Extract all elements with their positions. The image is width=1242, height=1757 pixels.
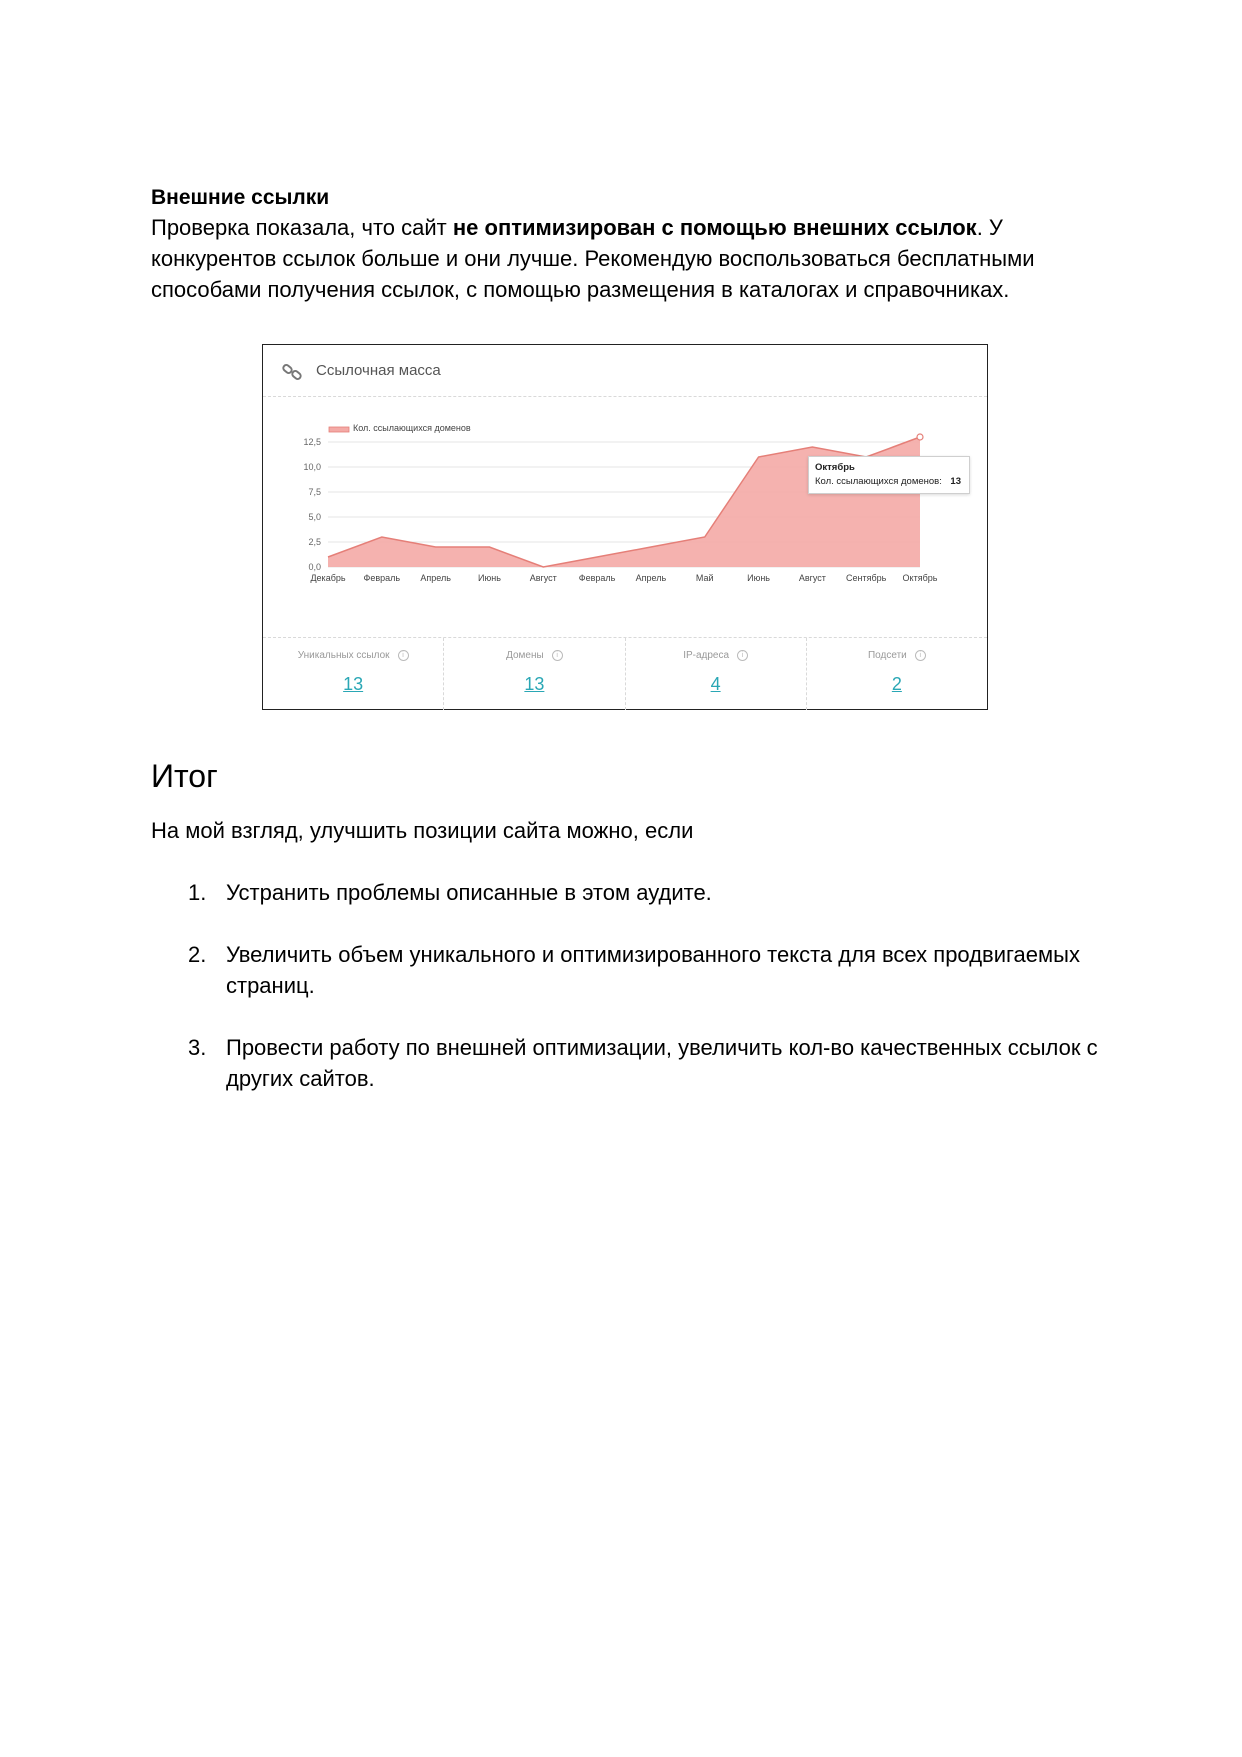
- stat-unique-links: [263, 638, 444, 710]
- list-item: [151, 877, 1111, 908]
- list-text: Устранить проблемы описанные в этом аудите.: [226, 880, 712, 905]
- x-tick-label: Май: [695, 573, 714, 583]
- x-tick-label: Апрель: [420, 573, 451, 583]
- list-item: [151, 939, 1111, 1001]
- info-icon[interactable]: i: [552, 650, 563, 661]
- list-number: 1.: [188, 880, 207, 905]
- chart-tooltip: [808, 456, 970, 494]
- stat-label: Подсети: [867, 650, 907, 661]
- summary-intro: На мой взгляд, улучшить позиции сайта можно, если: [151, 818, 694, 843]
- stat-subnets: [807, 638, 987, 710]
- tooltip-label: Кол. ссылающихся доменов:: [815, 476, 942, 487]
- info-icon[interactable]: i: [915, 650, 926, 661]
- info-icon[interactable]: i: [737, 650, 748, 661]
- info-icon[interactable]: i: [398, 650, 409, 661]
- y-tick-label: 0,0: [308, 562, 321, 572]
- legend-label: Кол. ссылающихся доменов: [353, 423, 471, 433]
- stat-label: Домены: [506, 650, 544, 661]
- y-tick-label: 12,5: [303, 437, 321, 447]
- y-tick-label: 10,0: [303, 462, 321, 472]
- stat-value-link[interactable]: 13: [343, 674, 364, 694]
- paragraph-bold-text: не оптимизирован с помощью внешних ссылок: [452, 215, 977, 240]
- x-tick-label: Сентябрь: [846, 573, 887, 583]
- highlight-point: [917, 434, 923, 440]
- x-tick-label: Август: [529, 573, 557, 583]
- section-paragraph: [151, 212, 1111, 305]
- list-text: Провести работу по внешней оптимизации, увеличить кол-во качественных ссылок с других сайтов.: [226, 1035, 1098, 1091]
- stat-ip-addresses: [626, 638, 807, 710]
- section-title: Внешние ссылки: [151, 186, 330, 209]
- stat-value-link[interactable]: 4: [710, 674, 721, 694]
- x-tick-label: Февраль: [363, 573, 401, 583]
- list-number: 3.: [188, 1035, 207, 1060]
- legend-swatch: [329, 427, 349, 432]
- paragraph-text: Проверка показала, что сайт: [151, 215, 453, 240]
- summary-heading: Итог: [151, 758, 218, 794]
- tooltip-title: Октябрь: [815, 462, 855, 473]
- stat-value-link[interactable]: 13: [524, 674, 545, 694]
- widget-header: [263, 345, 987, 397]
- link-icon: [281, 361, 303, 383]
- paragraph-text: . У конкурентов ссылок больше и они лучше. Рекомендую воспользоваться бесплатными способами получения ссылок, с помощью размещения в каталогах и справочниках.: [151, 215, 1035, 302]
- x-tick-label: Октябрь: [902, 573, 938, 583]
- stat-label: Уникальных ссылок: [297, 650, 390, 661]
- x-tick-label: Декабрь: [310, 573, 346, 583]
- x-tick-label: Июнь: [478, 573, 501, 583]
- x-tick-label: Февраль: [578, 573, 616, 583]
- x-tick-label: Август: [798, 573, 826, 583]
- stat-value-link[interactable]: 2: [891, 674, 902, 694]
- stats-row: [263, 637, 987, 710]
- x-tick-label: Июнь: [747, 573, 770, 583]
- widget-title: Ссылочная масса: [316, 362, 441, 379]
- list-number: 2.: [188, 942, 207, 967]
- y-tick-label: 2,5: [308, 537, 321, 547]
- stat-label: IP-адреса: [683, 650, 730, 661]
- link-mass-widget: [262, 344, 988, 710]
- list-text: Увеличить объем уникального и оптимизированного текста для всех продвигаемых страниц.: [226, 942, 1080, 998]
- list-item: [151, 1032, 1111, 1094]
- y-tick-label: 5,0: [308, 512, 321, 522]
- tooltip-value: 13: [950, 476, 961, 487]
- stat-domains: [444, 638, 625, 710]
- link-mass-chart: [263, 397, 986, 637]
- y-tick-label: 7,5: [308, 487, 321, 497]
- summary-list: [151, 877, 1111, 1125]
- x-tick-label: Апрель: [635, 573, 667, 583]
